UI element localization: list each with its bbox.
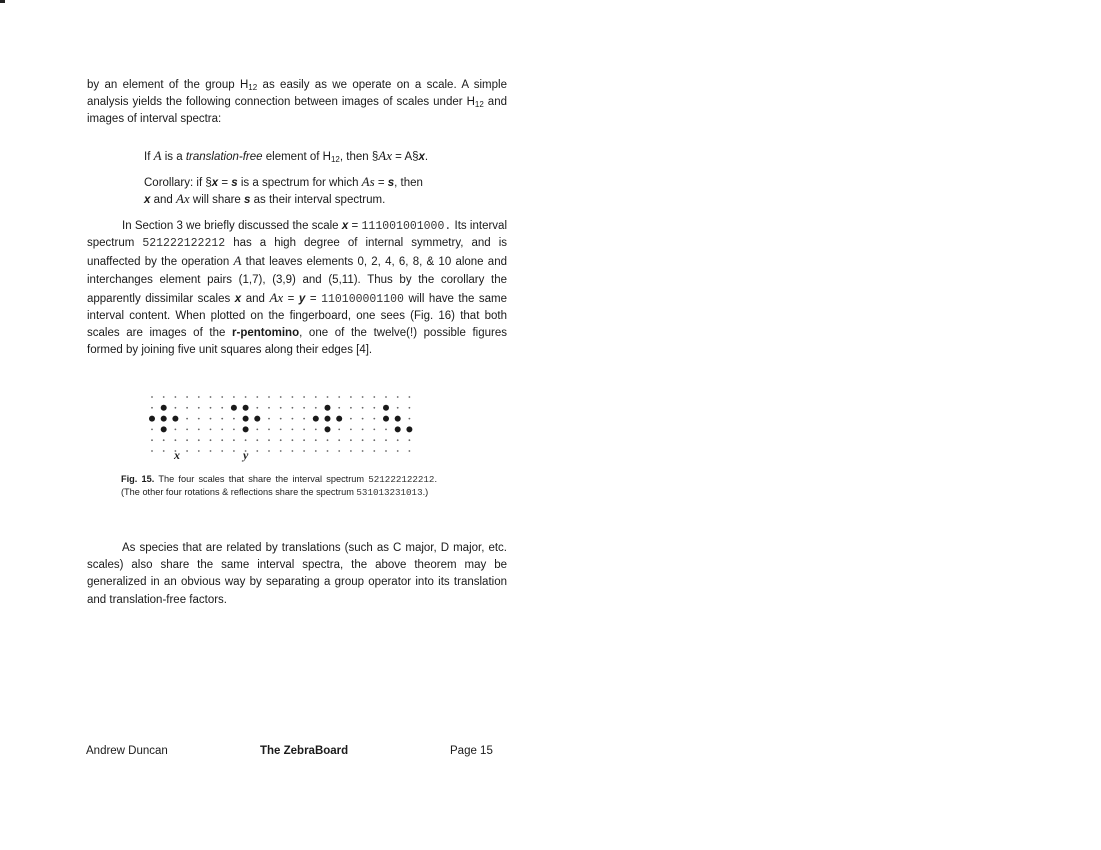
grid-dot <box>268 450 270 452</box>
subscript: 12 <box>248 83 258 92</box>
grid-dot <box>292 450 294 452</box>
scale-dot <box>395 416 401 422</box>
theorem-statement <box>144 148 504 164</box>
text: will share <box>189 194 245 206</box>
symbol-x: x <box>234 292 242 305</box>
scale-dot <box>172 416 178 422</box>
footer-author: Andrew Duncan <box>86 745 168 757</box>
text: If <box>144 151 154 163</box>
label-x: x <box>174 448 180 462</box>
grid-dot <box>362 429 364 431</box>
text: .) <box>422 487 429 497</box>
figure-number: Fig. 15. <box>121 474 155 484</box>
grid-dot <box>256 450 258 452</box>
grid-dot <box>362 439 364 441</box>
grid-dot <box>186 396 188 398</box>
grid-dot <box>315 429 317 431</box>
grid-dot <box>186 450 188 452</box>
grid-dot <box>175 439 177 441</box>
spectrum-code: 521222122212 <box>142 237 226 251</box>
grid-dot <box>186 407 188 409</box>
grid-dot <box>280 450 282 452</box>
grid-dot <box>175 429 177 431</box>
grid-dot <box>303 418 305 420</box>
scale-dot <box>243 426 249 432</box>
grid-dot <box>268 418 270 420</box>
text: = A§ <box>391 151 419 163</box>
grid-dot <box>338 439 340 441</box>
scale-dot <box>336 416 342 422</box>
term-translation-free: translation-free <box>185 151 263 163</box>
scale-dot <box>313 416 319 422</box>
grid-dot <box>210 429 212 431</box>
grid-dot <box>385 429 387 431</box>
label-y: y <box>243 448 249 462</box>
footer-page-number: Page 15 <box>450 745 493 757</box>
grid-dot <box>210 407 212 409</box>
grid-dot <box>233 418 235 420</box>
grid-dot <box>373 418 375 420</box>
text: In Section 3 we briefly discussed the scale <box>122 220 342 232</box>
grid-dot <box>373 450 375 452</box>
grid-dot <box>385 439 387 441</box>
text: = <box>305 292 322 305</box>
grid-dot <box>186 429 188 431</box>
grid-dot <box>268 429 270 431</box>
scale-dot <box>395 426 401 432</box>
grid-dot <box>198 407 200 409</box>
grid-dot <box>292 418 294 420</box>
grid-dot <box>397 450 399 452</box>
grid-dot <box>338 429 340 431</box>
grid-dot <box>327 396 329 398</box>
grid-dot <box>350 418 352 420</box>
scale-dot <box>383 405 389 411</box>
grid-dot <box>280 418 282 420</box>
grid-dot <box>350 396 352 398</box>
text: is a <box>161 151 186 163</box>
subscript: 12 <box>474 100 484 110</box>
grid-dot <box>373 396 375 398</box>
grid-dot <box>327 439 329 441</box>
text: and <box>150 194 176 206</box>
scale-dot <box>243 416 249 422</box>
grid-dot <box>350 439 352 441</box>
grid-dot <box>256 439 258 441</box>
grid-dot <box>221 429 223 431</box>
scale-dot <box>325 416 331 422</box>
grid-dot <box>327 450 329 452</box>
scale-code: 110100001100 <box>321 292 404 306</box>
spectrum-code: 521222122212 <box>368 474 435 485</box>
symbol-ax: Ax <box>175 191 190 206</box>
fingerboard-figure <box>140 388 440 468</box>
symbol-x: x <box>418 151 425 163</box>
text: that leaves elements 0, 2, 4, 6, 8, & 10 alone and interchanges element pairs (1,7), (3,9) and (5,11). Thus by the corollary the apparently dissimilar scales <box>87 256 507 305</box>
symbol-x: x <box>144 194 151 206</box>
grid-dot <box>151 407 153 409</box>
grid-dot <box>385 450 387 452</box>
grid-dot <box>198 450 200 452</box>
text: Its interval spectrum <box>87 220 508 250</box>
scale-dot <box>161 416 167 422</box>
symbol-a: A <box>153 148 162 163</box>
spectrum-code: 531013231013 <box>356 487 423 498</box>
text: = <box>348 220 362 232</box>
symbol-a: A <box>233 253 242 269</box>
grid-dot <box>256 407 258 409</box>
text: . (The other four rotations & reflections share the spectrum <box>121 474 437 497</box>
grid-dot <box>409 396 411 398</box>
grid-dot <box>221 450 223 452</box>
text: by an element of the group H <box>87 79 249 91</box>
scale-dot <box>243 405 249 411</box>
grid-dot <box>280 439 282 441</box>
term-r-pentomino: r-pentomino <box>232 327 300 340</box>
grid-dot <box>268 407 270 409</box>
symbol-s: s <box>244 194 251 206</box>
grid-dot <box>338 396 340 398</box>
grid-dot <box>409 407 411 409</box>
fingerboard-grid <box>151 396 410 452</box>
text: The four scales that share the interval spectrum <box>154 474 369 484</box>
symbol-as: As <box>361 174 375 189</box>
grid-dot <box>151 396 153 398</box>
symbol-s: s <box>387 177 395 189</box>
paragraph-translations: As species that are related by translations (such as C major, D major, etc. scales) also share the same interval spectra, the above theorem may be generalized in an obvious way by separating a group operator into its translation and translation-free factors. <box>87 542 507 606</box>
grid-dot <box>221 439 223 441</box>
grid-dot <box>268 439 270 441</box>
grid-dot <box>280 429 282 431</box>
grid-dot <box>350 429 352 431</box>
grid-dot <box>397 407 399 409</box>
grid-dot <box>303 439 305 441</box>
grid-dot <box>315 450 317 452</box>
text: as easily as we operate on a scale. A simple analysis yields the following connection between images of scales under H <box>87 79 507 109</box>
grid-dot <box>292 407 294 409</box>
grid-dot <box>163 396 165 398</box>
grid-dot <box>373 439 375 441</box>
grid-dot <box>210 439 212 441</box>
grid-dot <box>362 407 364 409</box>
text: , one of the twelve(!) possible figures formed by joining five unit squares along their edges [4]. <box>87 327 507 357</box>
grid-dot <box>409 450 411 452</box>
symbol-ax: Ax <box>378 148 392 163</box>
paragraph-intro <box>87 77 507 129</box>
text: Corollary: if § <box>144 177 212 189</box>
grid-dot <box>362 396 364 398</box>
symbol-x: x <box>341 220 349 232</box>
grid-dot <box>151 439 153 441</box>
text: element of H <box>262 151 331 163</box>
grid-dot <box>175 407 177 409</box>
grid-dot <box>292 439 294 441</box>
grid-dot <box>221 418 223 420</box>
grid-dot <box>338 407 340 409</box>
grid-dot <box>233 429 235 431</box>
text: = <box>218 177 232 189</box>
scale-dot <box>161 426 167 432</box>
grid-dot <box>280 396 282 398</box>
text: , then § <box>339 151 379 163</box>
text: = <box>374 177 388 189</box>
paragraph-section3 <box>87 218 507 360</box>
grid-dot <box>163 439 165 441</box>
grid-dot <box>245 396 247 398</box>
grid-dot <box>292 429 294 431</box>
symbol-x: x <box>211 177 219 189</box>
grid-dot <box>233 450 235 452</box>
scale-dot <box>231 405 237 411</box>
scale-dot <box>406 426 412 432</box>
grid-dot <box>151 450 153 452</box>
grid-dot <box>397 396 399 398</box>
grid-dot <box>409 439 411 441</box>
grid-dot <box>315 407 317 409</box>
grid-dot <box>280 407 282 409</box>
text: as their interval spectrum. <box>250 194 386 206</box>
grid-dot <box>198 439 200 441</box>
grid-dot <box>303 450 305 452</box>
grid-dot <box>350 450 352 452</box>
figure-caption <box>121 473 437 499</box>
grid-dot <box>292 396 294 398</box>
grid-dot <box>315 439 317 441</box>
grid-dot <box>245 439 247 441</box>
text: . <box>424 151 429 163</box>
scale-dot <box>254 416 260 422</box>
scale-dot <box>149 416 155 422</box>
grid-dot <box>198 396 200 398</box>
grid-dot <box>373 407 375 409</box>
grid-dot <box>397 439 399 441</box>
scale-dot <box>325 405 331 411</box>
text: will have the same interval content. When plotted on the fingerboard, one sees (Fig. 16) that both scales are images of the <box>87 292 508 340</box>
grid-dot <box>198 429 200 431</box>
grid-dot <box>175 396 177 398</box>
grid-dot <box>268 396 270 398</box>
grid-dot <box>373 429 375 431</box>
scale-code: 111001001000. <box>361 220 452 233</box>
grid-dot <box>350 407 352 409</box>
grid-dot <box>210 450 212 452</box>
grid-dot <box>233 439 235 441</box>
grid-dot <box>163 450 165 452</box>
grid-dot <box>256 396 258 398</box>
grid-dot <box>186 439 188 441</box>
grid-dot <box>198 418 200 420</box>
text: , then <box>394 177 423 189</box>
scale-dot <box>161 405 167 411</box>
grid-dot <box>221 396 223 398</box>
scale-dot <box>325 426 331 432</box>
grid-dot <box>315 396 317 398</box>
text: has a high degree of internal symmetry, and is unaffected by the operation <box>87 237 507 269</box>
grid-dot <box>256 429 258 431</box>
grid-dot <box>303 396 305 398</box>
grid-dot <box>151 429 153 431</box>
grid-dot <box>303 429 305 431</box>
grid-dot <box>362 450 364 452</box>
grid-dot <box>385 396 387 398</box>
scale-dot <box>383 416 389 422</box>
text: is a spectrum for which <box>237 177 362 189</box>
grid-dot <box>362 418 364 420</box>
text: and images of interval spectra: <box>87 96 507 126</box>
subscript: 12 <box>330 155 340 164</box>
scan-mark <box>0 0 5 3</box>
text: and <box>241 292 270 305</box>
grid-dot <box>210 396 212 398</box>
symbol-s: s <box>231 177 238 189</box>
corollary <box>144 174 504 208</box>
grid-dot <box>186 418 188 420</box>
symbol-y: y <box>298 292 306 305</box>
grid-dot <box>210 418 212 420</box>
symbol-ax: Ax <box>269 289 284 305</box>
grid-dot <box>233 396 235 398</box>
footer-title: The ZebraBoard <box>260 745 349 757</box>
grid-dot <box>221 407 223 409</box>
grid-dot <box>338 450 340 452</box>
text: = <box>283 292 299 305</box>
grid-dot <box>303 407 305 409</box>
grid-dot <box>409 418 411 420</box>
